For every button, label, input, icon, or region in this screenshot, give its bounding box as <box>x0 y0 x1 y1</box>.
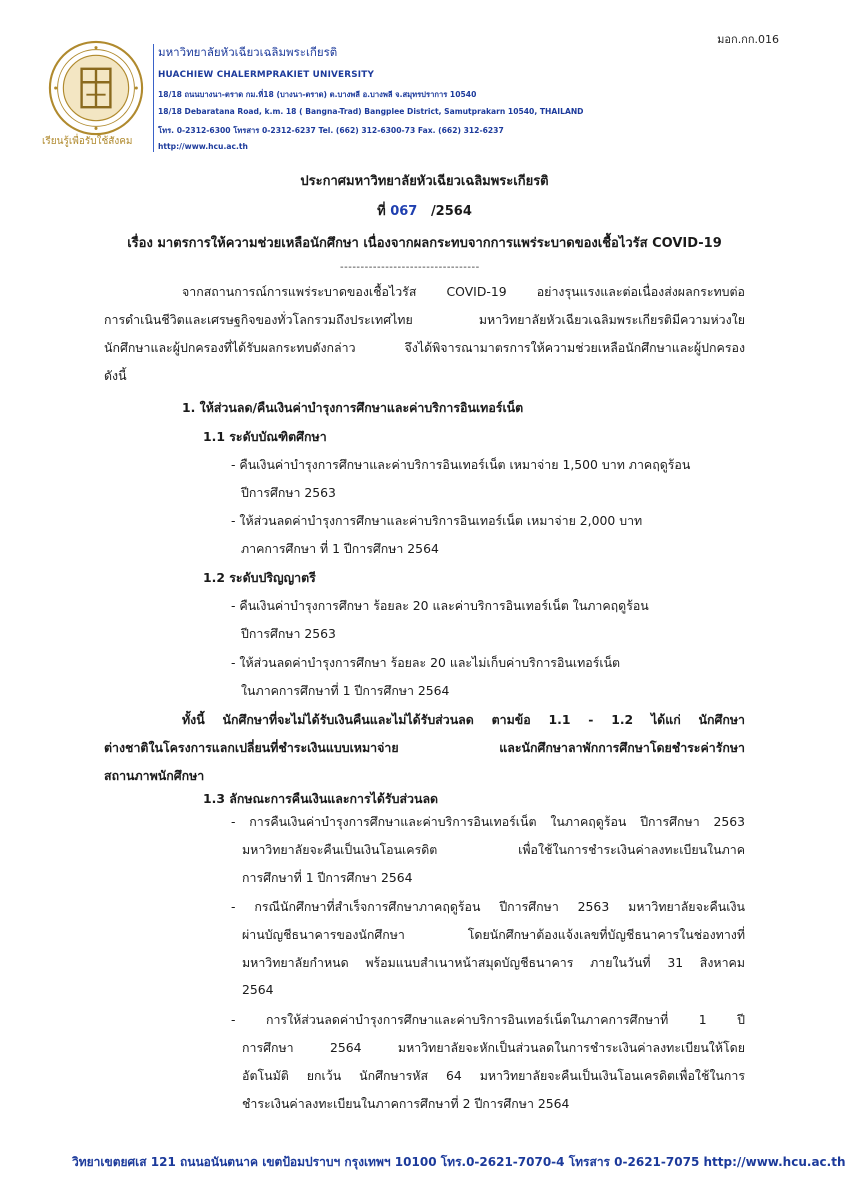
exception-line-1: ทั้งนี้ นักศึกษาที่จะไม่ได้รับเงินคืนและไม่ได้รับส่วนลด ตามข้อ 1.1 - 1.2 ได้แก่ นักศึกษา <box>182 712 745 727</box>
section-1-3-item-2-line-1: - กรณีนักศึกษาที่สำเร็จการศึกษาภาคฤดูร้อน ปีการศึกษา 2563 มหาวิทยาลัยจะคืนเงิน <box>231 899 745 914</box>
intro-line-3: นักศึกษาและผู้ปกครองที่ได้รับผลกระทบดังกล่าว จึงได้พิจารณามาตรการให้ความช่วยเหลือนักศึกษาและผู้ปกครอง <box>104 340 745 355</box>
section-1-1-item-2-cont: ภาคการศึกษา ที่ 1 ปีการศึกษา 2564 <box>241 541 439 556</box>
address-thai: 18/18 ถนนบางนา-ตราด กม.ที่18 (บางนา-ตราด) ต.บางพลี อ.บางพลี จ.สมุทรปราการ 10540 <box>158 90 477 99</box>
document-code: มอก.กก.016 <box>717 33 779 46</box>
section-1-2-item-2-cont: ในภาคการศึกษาที่ 1 ปีการศึกษา 2564 <box>241 683 450 698</box>
section-1-1-item-1: - คืนเงินค่าบำรุงการศึกษาและค่าบริการอินเทอร์เน็ต เหมาจ่าย 1,500 บาท ภาคฤดูร้อน <box>231 457 691 472</box>
announcement-number <box>0 200 849 221</box>
separator-line: ---------------------------------- <box>340 262 480 273</box>
section-1-1-heading: 1.1 ระดับบัณฑิตศึกษา <box>203 429 327 444</box>
section-1-2-heading: 1.2 ระดับปริญญาตรี <box>203 570 316 585</box>
university-seal-logo <box>48 40 144 136</box>
header-divider <box>153 44 154 152</box>
announcement-title: ประกาศมหาวิทยาลัยหัวเฉียวเฉลิมพระเกียรติ <box>300 174 549 189</box>
exception-line-2: ต่างชาติในโครงการแลกเปลี่ยนที่ชำระเงินแบบเหมาจ่าย และนักศึกษาลาพักการศึกษาโดยชำระค่ารักษา <box>104 740 745 755</box>
section-1-3-item-1-line-3: การศึกษาที่ 1 ปีการศึกษา 2564 <box>242 870 413 885</box>
section-1-3-item-1-line-2: มหาวิทยาลัยจะคืนเป็นเงินโอนเครดิต เพื่อใช้ในการชำระเงินค่าลงทะเบียนในภาค <box>242 842 745 857</box>
section-1-3-item-3-line-1: - การให้ส่วนลดค่าบำรุงการศึกษาและค่าบริการอินเทอร์เน็ตในภาคการศึกษาที่ 1 ปี <box>231 1012 745 1027</box>
section-1-2-item-1-cont: ปีการศึกษา 2563 <box>241 626 336 641</box>
intro-line-2: การดำเนินชีวิตและเศรษฐกิจของทั่วโลกรวมถึงประเทศไทย มหาวิทยาลัยหัวเฉียวเฉลิมพระเกียรติมีความห่วงใย <box>104 312 745 327</box>
section-1-3-item-1-line-1: - การคืนเงินค่าบำรุงการศึกษาและค่าบริการอินเทอร์เน็ต ในภาคฤดูร้อน ปีการศึกษา 2563 <box>231 814 745 829</box>
section-1-3-heading: 1.3 ลักษณะการคืนเงินและการได้รับส่วนลด <box>203 791 439 806</box>
university-name-thai: มหาวิทยาลัยหัวเฉียวเฉลิมพระเกียรติ <box>158 45 338 59</box>
section-1-3-item-2-line-3: มหาวิทยาลัยกำหนด พร้อมแนบสำเนาหน้าสมุดบัญชีธนาคาร ภายในวันที่ 31 สิงหาคม <box>242 955 745 970</box>
section-1-3-item-3-line-2: การศึกษา 2564 มหาวิทยาลัยจะหักเป็นส่วนลดในการชำระเงินค่าลงทะเบียนให้โดย <box>242 1040 745 1055</box>
section-1-3-item-2-line-2: ผ่านบัญชีธนาคารของนักศึกษา โดยนักศึกษาต้องแจ้งเลขที่บัญชีธนาคารในช่องทางที่ <box>242 927 745 942</box>
section-1-3-item-3-line-3: อัตโนมัติ ยกเว้น นักศึกษารหัส 64 มหาวิทยาลัยจะคืนเป็นเงินโอนเครดิตเพื่อใช้ในการ <box>242 1068 745 1083</box>
seal-caption: เรียนรู้เพื่อรับใช้สังคม <box>42 136 133 147</box>
number-value: 067 <box>390 204 418 219</box>
section-1-2-item-2: - ให้ส่วนลดค่าบำรุงการศึกษา ร้อยละ 20 และไม่เก็บค่าบริการอินเทอร์เน็ต <box>231 655 621 670</box>
section-1-3-item-3-line-4: ชำระเงินค่าลงทะเบียนในภาคการศึกษาที่ 2 ปีการศึกษา 2564 <box>242 1096 570 1111</box>
exception-line-3: สถานภาพนักศึกษา <box>104 768 205 783</box>
footer-address: วิทยาเขตยศเส 121 ถนนอนันตนาค เขตป้อมปราบฯ กรุงเทพฯ 10100 โทร.0-2621-7070-4 โทรสาร 0-2621-7075 http://www.hcu.ac.th <box>72 1155 846 1169</box>
section-1-heading: 1. ให้ส่วนลด/คืนเงินค่าบำรุงการศึกษาและค่าบริการอินเทอร์เน็ต <box>182 400 524 415</box>
section-1-3-item-2-line-4: 2564 <box>242 982 274 997</box>
section-1-2-item-1: - คืนเงินค่าบำรุงการศึกษา ร้อยละ 20 และค่าบริการอินเทอร์เน็ต ในภาคฤดูร้อน <box>231 598 649 613</box>
address-english: 18/18 Debaratana Road, k.m. 18 ( Bangna-Trad) Bangplee District, Samutprakarn 10540, THAILAND <box>158 107 584 116</box>
number-prefix: ที่ <box>377 204 386 219</box>
intro-line-1: จากสถานการณ์การแพร่ระบาดของเชื้อไวรัส COVID-19 อย่างรุนแรงและต่อเนื่องส่งผลกระทบต่อ <box>182 284 745 299</box>
section-1-1-item-1-cont: ปีการศึกษา 2563 <box>241 485 336 500</box>
announcement-subject: เรื่อง มาตรการให้ความช่วยเหลือนักศึกษา เนื่องจากผลกระทบจากการแพร่ระบาดของเชื้อไวรัส COVID-19 <box>127 236 722 251</box>
phone-fax: โทร. 0-2312-6300 โทรสาร 0-2312-6237 Tel. (662) 312-6300-73 Fax. (662) 312-6237 <box>158 126 504 135</box>
section-1-1-item-2: - ให้ส่วนลดค่าบำรุงการศึกษาและค่าบริการอินเทอร์เน็ต เหมาจ่าย 2,000 บาท <box>231 513 643 528</box>
number-year: /2564 <box>430 204 472 219</box>
website-link[interactable]: http://www.hcu.ac.th <box>158 142 248 151</box>
intro-line-4: ดังนี้ <box>104 368 127 383</box>
university-name-english: HUACHIEW CHALERMPRAKIET UNIVERSITY <box>158 70 375 80</box>
